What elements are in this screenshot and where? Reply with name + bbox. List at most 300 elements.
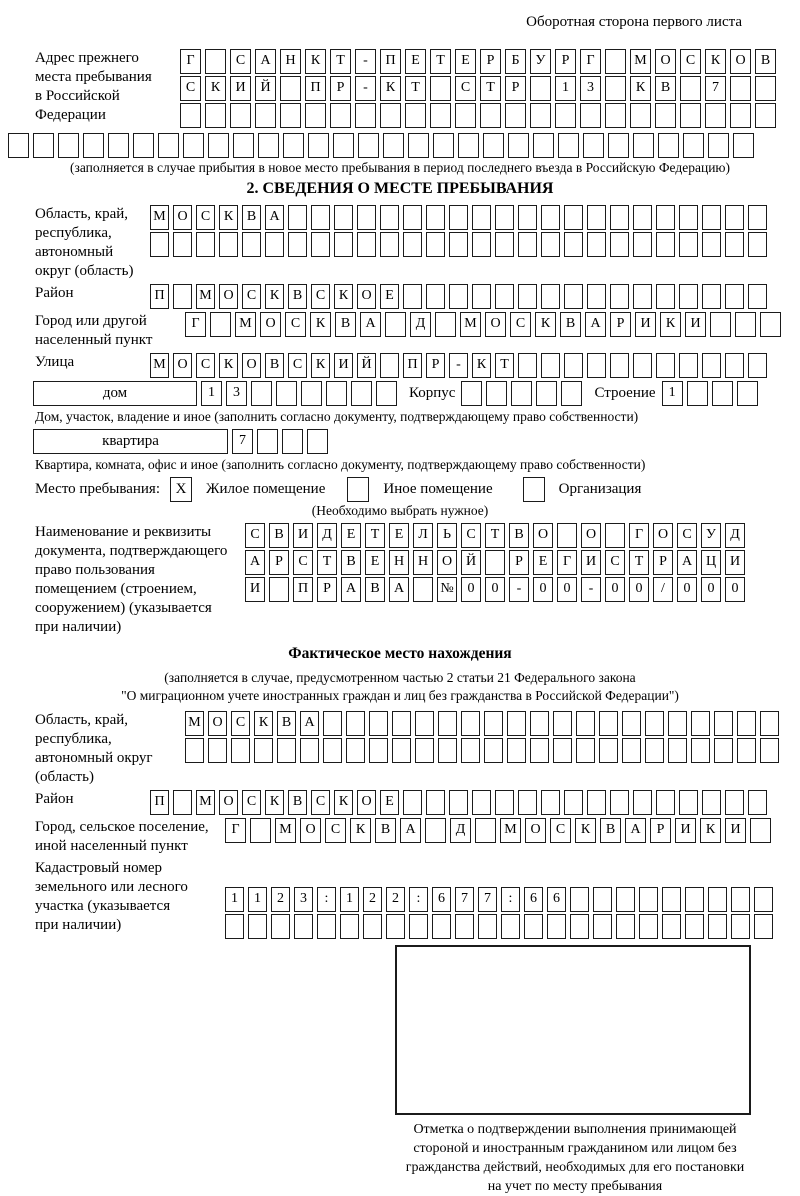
char-cell[interactable]: К (205, 76, 226, 101)
char-cell[interactable] (133, 133, 154, 158)
char-cell[interactable]: Е (341, 523, 361, 548)
char-cell[interactable]: О (525, 818, 546, 843)
char-cell[interactable] (755, 103, 776, 128)
char-cell[interactable] (449, 284, 468, 309)
char-cell[interactable]: Д (410, 312, 431, 337)
char-cell[interactable]: С (245, 523, 265, 548)
char-cell[interactable] (725, 205, 744, 230)
char-cell[interactable]: К (254, 711, 273, 736)
document-row-1[interactable] (245, 523, 745, 548)
char-cell[interactable]: С (605, 550, 625, 575)
char-cell[interactable] (484, 738, 503, 763)
char-cell[interactable]: Г (225, 818, 246, 843)
char-cell[interactable] (576, 711, 595, 736)
char-cell[interactable]: С (288, 353, 307, 378)
char-cell[interactable]: М (275, 818, 296, 843)
char-cell[interactable]: К (705, 49, 726, 74)
char-cell[interactable] (355, 103, 376, 128)
char-cell[interactable]: Й (357, 353, 376, 378)
char-cell[interactable]: Й (461, 550, 481, 575)
char-cell[interactable]: Г (557, 550, 577, 575)
char-cell[interactable] (610, 353, 629, 378)
char-cell[interactable] (685, 887, 704, 912)
char-cell[interactable]: И (581, 550, 601, 575)
char-cell[interactable]: : (501, 887, 520, 912)
char-cell[interactable] (735, 312, 756, 337)
char-cell[interactable]: И (334, 353, 353, 378)
char-cell[interactable] (358, 133, 379, 158)
char-cell[interactable] (547, 914, 566, 939)
char-cell[interactable] (405, 103, 426, 128)
char-cell[interactable] (282, 429, 303, 454)
char-cell[interactable]: О (653, 523, 673, 548)
char-cell[interactable] (233, 133, 254, 158)
char-cell[interactable] (557, 523, 577, 548)
char-cell[interactable]: С (180, 76, 201, 101)
char-cell[interactable] (622, 711, 641, 736)
char-cell[interactable] (455, 103, 476, 128)
char-cell[interactable] (288, 232, 307, 257)
char-cell[interactable]: 2 (271, 887, 290, 912)
char-cell[interactable] (680, 76, 701, 101)
char-cell[interactable] (363, 914, 382, 939)
char-cell[interactable]: 1 (662, 381, 683, 406)
char-cell[interactable] (553, 711, 572, 736)
char-cell[interactable]: О (219, 284, 238, 309)
char-cell[interactable] (633, 232, 652, 257)
char-cell[interactable] (415, 711, 434, 736)
char-cell[interactable]: А (360, 312, 381, 337)
char-cell[interactable] (691, 711, 710, 736)
char-cell[interactable] (426, 232, 445, 257)
char-cell[interactable]: 1 (340, 887, 359, 912)
char-cell[interactable] (248, 914, 267, 939)
char-cell[interactable] (333, 133, 354, 158)
char-cell[interactable]: 3 (580, 76, 601, 101)
char-cell[interactable] (608, 133, 629, 158)
char-cell[interactable] (288, 205, 307, 230)
char-cell[interactable] (276, 381, 297, 406)
char-cell[interactable] (403, 232, 422, 257)
char-cell[interactable] (205, 49, 226, 74)
char-cell[interactable] (425, 818, 446, 843)
char-cell[interactable]: В (335, 312, 356, 337)
char-cell[interactable] (180, 103, 201, 128)
char-cell[interactable] (530, 738, 549, 763)
char-cell[interactable] (593, 887, 612, 912)
char-cell[interactable]: О (219, 790, 238, 815)
char-cell[interactable] (173, 284, 192, 309)
char-cell[interactable]: Р (330, 76, 351, 101)
char-cell[interactable]: 1 (201, 381, 222, 406)
char-cell[interactable] (277, 738, 296, 763)
char-cell[interactable] (750, 818, 771, 843)
char-cell[interactable] (630, 103, 651, 128)
char-cell[interactable]: Т (629, 550, 649, 575)
char-cell[interactable]: С (677, 523, 697, 548)
char-cell[interactable]: В (755, 49, 776, 74)
char-cell[interactable] (687, 381, 708, 406)
char-cell[interactable] (507, 711, 526, 736)
char-cell[interactable]: К (310, 312, 331, 337)
char-cell[interactable]: М (185, 711, 204, 736)
char-cell[interactable]: Р (269, 550, 289, 575)
char-cell[interactable]: М (196, 284, 215, 309)
char-cell[interactable] (196, 232, 215, 257)
actual-region-row-2[interactable] (185, 738, 779, 763)
char-cell[interactable] (330, 103, 351, 128)
char-cell[interactable] (737, 711, 756, 736)
char-cell[interactable]: П (150, 790, 169, 815)
char-cell[interactable]: 7 (455, 887, 474, 912)
char-cell[interactable] (605, 76, 626, 101)
document-row-3[interactable] (245, 577, 745, 602)
char-cell[interactable]: А (585, 312, 606, 337)
char-cell[interactable] (472, 284, 491, 309)
char-cell[interactable] (461, 381, 482, 406)
char-cell[interactable] (564, 284, 583, 309)
char-cell[interactable] (230, 103, 251, 128)
char-cell[interactable] (305, 103, 326, 128)
char-cell[interactable]: С (461, 523, 481, 548)
char-cell[interactable] (294, 914, 313, 939)
char-cell[interactable]: О (300, 818, 321, 843)
char-cell[interactable] (564, 790, 583, 815)
char-cell[interactable] (679, 284, 698, 309)
char-cell[interactable]: Е (405, 49, 426, 74)
char-cell[interactable]: И (635, 312, 656, 337)
char-cell[interactable] (58, 133, 79, 158)
char-cell[interactable] (714, 738, 733, 763)
char-cell[interactable] (518, 205, 537, 230)
char-cell[interactable]: Л (413, 523, 433, 548)
char-cell[interactable] (622, 738, 641, 763)
char-cell[interactable] (656, 205, 675, 230)
char-cell[interactable]: И (245, 577, 265, 602)
char-cell[interactable] (480, 103, 501, 128)
char-cell[interactable] (662, 914, 681, 939)
char-cell[interactable] (658, 133, 679, 158)
char-cell[interactable]: С (311, 284, 330, 309)
char-cell[interactable] (478, 914, 497, 939)
char-cell[interactable]: Н (413, 550, 433, 575)
char-cell[interactable] (430, 76, 451, 101)
char-cell[interactable]: В (375, 818, 396, 843)
char-cell[interactable]: К (219, 205, 238, 230)
char-cell[interactable] (685, 914, 704, 939)
char-cell[interactable]: К (380, 76, 401, 101)
char-cell[interactable]: В (269, 523, 289, 548)
char-cell[interactable] (683, 133, 704, 158)
char-cell[interactable]: 1 (225, 887, 244, 912)
char-cell[interactable] (524, 914, 543, 939)
region-row-1[interactable] (150, 205, 767, 230)
char-cell[interactable] (748, 790, 767, 815)
char-cell[interactable]: 0 (533, 577, 553, 602)
char-cell[interactable]: Т (405, 76, 426, 101)
char-cell[interactable]: - (449, 353, 468, 378)
char-cell[interactable] (633, 205, 652, 230)
char-cell[interactable]: У (701, 523, 721, 548)
char-cell[interactable]: Р (480, 49, 501, 74)
char-cell[interactable]: А (265, 205, 284, 230)
char-cell[interactable] (158, 133, 179, 158)
char-cell[interactable] (599, 711, 618, 736)
char-cell[interactable]: К (660, 312, 681, 337)
char-cell[interactable] (668, 738, 687, 763)
char-cell[interactable]: Р (509, 550, 529, 575)
char-cell[interactable] (251, 381, 272, 406)
char-cell[interactable]: О (173, 205, 192, 230)
char-cell[interactable]: О (581, 523, 601, 548)
char-cell[interactable] (403, 790, 422, 815)
char-cell[interactable] (357, 232, 376, 257)
char-cell[interactable] (426, 790, 445, 815)
char-cell[interactable]: Г (629, 523, 649, 548)
char-cell[interactable] (754, 887, 773, 912)
char-cell[interactable]: Т (317, 550, 337, 575)
char-cell[interactable]: Н (280, 49, 301, 74)
char-cell[interactable] (334, 205, 353, 230)
char-cell[interactable]: А (400, 818, 421, 843)
char-cell[interactable]: Д (317, 523, 337, 548)
char-cell[interactable] (656, 232, 675, 257)
char-cell[interactable] (301, 381, 322, 406)
char-cell[interactable]: И (675, 818, 696, 843)
char-cell[interactable]: 0 (557, 577, 577, 602)
char-cell[interactable] (587, 232, 606, 257)
char-cell[interactable]: С (242, 790, 261, 815)
char-cell[interactable]: С (311, 790, 330, 815)
char-cell[interactable] (754, 914, 773, 939)
char-cell[interactable] (265, 232, 284, 257)
char-cell[interactable]: У (530, 49, 551, 74)
char-cell[interactable] (541, 205, 560, 230)
char-cell[interactable] (533, 133, 554, 158)
char-cell[interactable]: Е (380, 790, 399, 815)
char-cell[interactable]: 1 (555, 76, 576, 101)
char-cell[interactable] (610, 232, 629, 257)
char-cell[interactable]: № (437, 577, 457, 602)
char-cell[interactable] (731, 887, 750, 912)
char-cell[interactable]: П (403, 353, 422, 378)
char-cell[interactable] (308, 133, 329, 158)
house-number-cells[interactable] (201, 381, 397, 406)
char-cell[interactable]: : (317, 887, 336, 912)
char-cell[interactable]: К (265, 790, 284, 815)
char-cell[interactable] (283, 133, 304, 158)
char-cell[interactable]: 6 (524, 887, 543, 912)
char-cell[interactable]: 0 (677, 577, 697, 602)
char-cell[interactable] (536, 381, 557, 406)
char-cell[interactable]: 1 (248, 887, 267, 912)
char-cell[interactable] (561, 381, 582, 406)
actual-district-row[interactable] (150, 790, 767, 815)
char-cell[interactable] (541, 232, 560, 257)
char-cell[interactable] (633, 284, 652, 309)
char-cell[interactable] (702, 284, 721, 309)
char-cell[interactable]: С (550, 818, 571, 843)
char-cell[interactable] (258, 133, 279, 158)
char-cell[interactable] (645, 738, 664, 763)
char-cell[interactable] (495, 284, 514, 309)
document-row-2[interactable] (245, 550, 745, 575)
char-cell[interactable]: 7 (232, 429, 253, 454)
char-cell[interactable]: О (485, 312, 506, 337)
char-cell[interactable] (472, 790, 491, 815)
char-cell[interactable] (225, 914, 244, 939)
char-cell[interactable]: В (277, 711, 296, 736)
char-cell[interactable] (351, 381, 372, 406)
char-cell[interactable]: Р (653, 550, 673, 575)
char-cell[interactable]: М (460, 312, 481, 337)
char-cell[interactable]: П (305, 76, 326, 101)
char-cell[interactable] (558, 133, 579, 158)
char-cell[interactable]: О (173, 353, 192, 378)
char-cell[interactable] (271, 914, 290, 939)
char-cell[interactable] (633, 133, 654, 158)
char-cell[interactable]: / (653, 577, 673, 602)
char-cell[interactable] (508, 133, 529, 158)
char-cell[interactable] (708, 887, 727, 912)
char-cell[interactable] (587, 790, 606, 815)
char-cell[interactable] (385, 312, 406, 337)
char-cell[interactable] (185, 738, 204, 763)
char-cell[interactable]: Й (255, 76, 276, 101)
char-cell[interactable]: О (357, 284, 376, 309)
char-cell[interactable] (486, 381, 507, 406)
char-cell[interactable]: Р (317, 577, 337, 602)
char-cell[interactable] (616, 914, 635, 939)
char-cell[interactable]: К (700, 818, 721, 843)
char-cell[interactable]: К (630, 76, 651, 101)
char-cell[interactable] (173, 790, 192, 815)
char-cell[interactable] (702, 353, 721, 378)
char-cell[interactable] (455, 914, 474, 939)
char-cell[interactable] (518, 790, 537, 815)
char-cell[interactable]: С (285, 312, 306, 337)
char-cell[interactable]: В (265, 353, 284, 378)
char-cell[interactable]: А (255, 49, 276, 74)
char-cell[interactable] (610, 205, 629, 230)
char-cell[interactable] (430, 103, 451, 128)
char-cell[interactable] (730, 103, 751, 128)
char-cell[interactable] (392, 711, 411, 736)
char-cell[interactable] (403, 205, 422, 230)
char-cell[interactable] (369, 711, 388, 736)
char-cell[interactable]: М (235, 312, 256, 337)
char-cell[interactable] (8, 133, 29, 158)
char-cell[interactable] (505, 103, 526, 128)
char-cell[interactable]: О (730, 49, 751, 74)
char-cell[interactable] (702, 232, 721, 257)
char-cell[interactable]: С (196, 205, 215, 230)
char-cell[interactable]: Т (495, 353, 514, 378)
char-cell[interactable] (376, 381, 397, 406)
apartment-cells[interactable] (232, 429, 328, 454)
char-cell[interactable]: К (334, 284, 353, 309)
char-cell[interactable]: Р (650, 818, 671, 843)
char-cell[interactable] (108, 133, 129, 158)
char-cell[interactable] (280, 76, 301, 101)
char-cell[interactable]: И (685, 312, 706, 337)
char-cell[interactable]: О (437, 550, 457, 575)
char-cell[interactable] (438, 711, 457, 736)
char-cell[interactable] (346, 711, 365, 736)
char-cell[interactable]: 0 (629, 577, 649, 602)
char-cell[interactable] (311, 205, 330, 230)
char-cell[interactable] (553, 738, 572, 763)
char-cell[interactable]: О (242, 353, 261, 378)
char-cell[interactable]: К (305, 49, 326, 74)
actual-city-row[interactable] (225, 818, 771, 856)
char-cell[interactable] (392, 738, 411, 763)
char-cell[interactable] (357, 205, 376, 230)
char-cell[interactable] (530, 103, 551, 128)
prev-address-row-1[interactable] (180, 49, 776, 74)
char-cell[interactable] (645, 711, 664, 736)
char-cell[interactable]: 2 (386, 887, 405, 912)
char-cell[interactable]: - (355, 49, 376, 74)
char-cell[interactable] (679, 353, 698, 378)
prev-address-row-2[interactable] (180, 76, 776, 101)
char-cell[interactable]: Е (389, 523, 409, 548)
char-cell[interactable] (610, 284, 629, 309)
char-cell[interactable] (725, 284, 744, 309)
char-cell[interactable]: Т (330, 49, 351, 74)
char-cell[interactable] (633, 790, 652, 815)
char-cell[interactable] (483, 133, 504, 158)
char-cell[interactable] (610, 790, 629, 815)
char-cell[interactable]: Г (180, 49, 201, 74)
char-cell[interactable]: Ц (701, 550, 721, 575)
char-cell[interactable]: П (380, 49, 401, 74)
char-cell[interactable]: Р (505, 76, 526, 101)
char-cell[interactable] (725, 232, 744, 257)
cadastral-row-2[interactable] (225, 914, 773, 939)
char-cell[interactable]: С (293, 550, 313, 575)
char-cell[interactable] (755, 76, 776, 101)
char-cell[interactable] (300, 738, 319, 763)
char-cell[interactable] (679, 232, 698, 257)
char-cell[interactable] (501, 914, 520, 939)
char-cell[interactable] (208, 133, 229, 158)
char-cell[interactable] (311, 232, 330, 257)
char-cell[interactable]: А (625, 818, 646, 843)
char-cell[interactable] (731, 914, 750, 939)
char-cell[interactable]: : (409, 887, 428, 912)
char-cell[interactable] (269, 577, 289, 602)
char-cell[interactable]: Т (365, 523, 385, 548)
char-cell[interactable]: К (535, 312, 556, 337)
char-cell[interactable] (639, 914, 658, 939)
char-cell[interactable]: - (581, 577, 601, 602)
char-cell[interactable] (326, 381, 347, 406)
char-cell[interactable] (511, 381, 532, 406)
char-cell[interactable]: Д (450, 818, 471, 843)
char-cell[interactable] (668, 711, 687, 736)
char-cell[interactable]: П (150, 284, 169, 309)
stroenie-cells[interactable] (662, 381, 758, 406)
char-cell[interactable] (242, 232, 261, 257)
char-cell[interactable]: 7 (478, 887, 497, 912)
char-cell[interactable] (518, 284, 537, 309)
char-cell[interactable] (323, 711, 342, 736)
char-cell[interactable] (340, 914, 359, 939)
char-cell[interactable] (708, 133, 729, 158)
char-cell[interactable]: М (150, 353, 169, 378)
char-cell[interactable] (231, 738, 250, 763)
